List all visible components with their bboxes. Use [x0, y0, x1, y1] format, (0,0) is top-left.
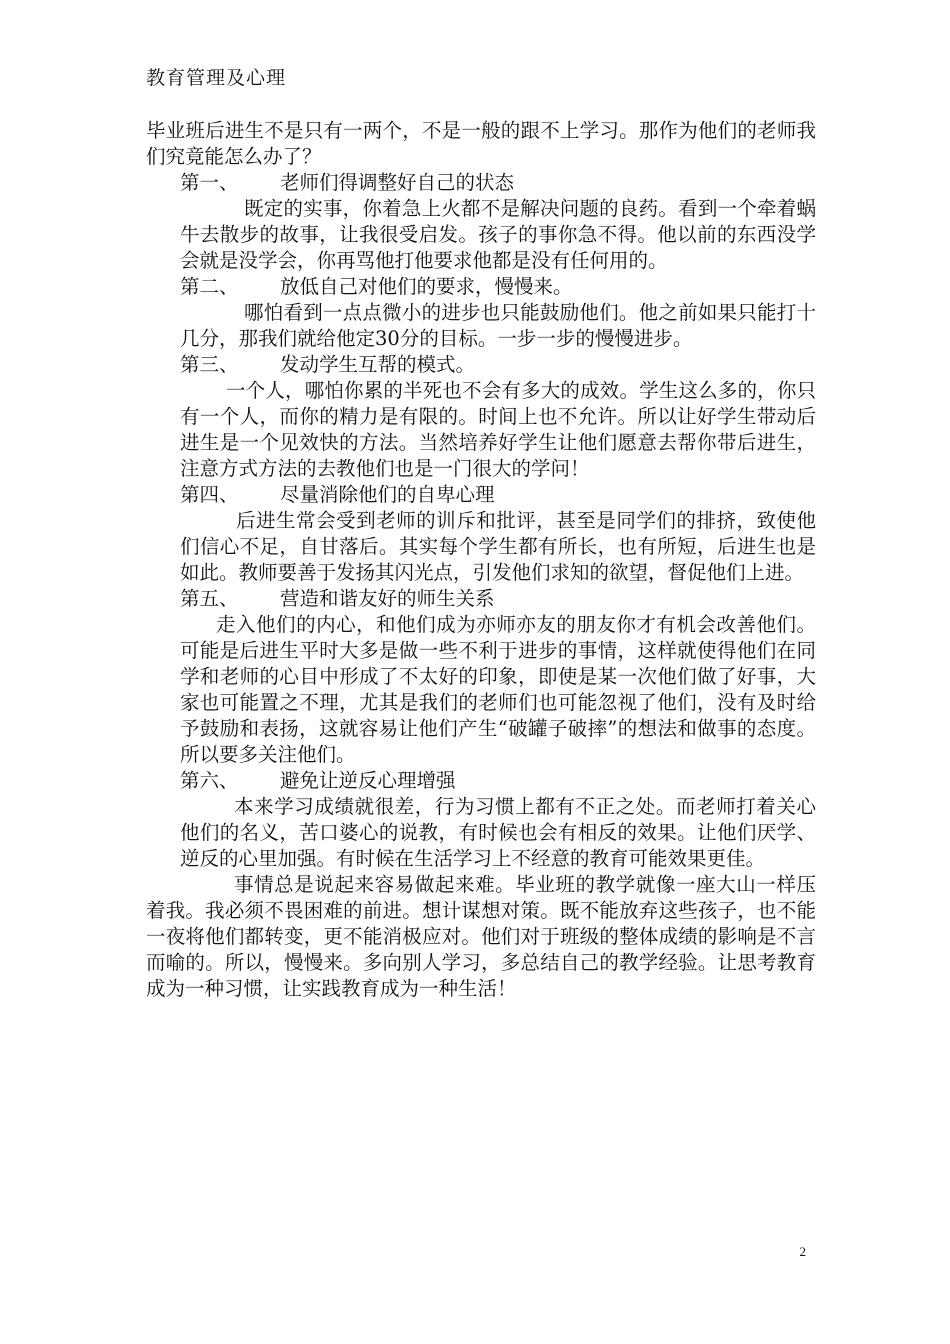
section-heading-3: [146, 352, 816, 378]
section-heading-1: [146, 170, 816, 196]
intro-paragraph: 毕业班后进生不是只有一两个，不是一般的跟不上学习。那作为他们的老师我们究竟能怎么办了？: [146, 119, 816, 168]
section-title: 放低自己对他们的要求，慢慢来。: [280, 275, 573, 298]
section-title: 发动学生互帮的模式。: [280, 353, 476, 376]
section-title: 避免让逆反心理增强: [280, 769, 456, 792]
section-heading-2: [146, 274, 816, 300]
section-number: 第六、: [180, 769, 239, 792]
section-heading-5: [146, 586, 816, 612]
section-title: 营造和谐友好的师生关系: [280, 587, 495, 610]
section-number: 第二、: [180, 275, 239, 298]
section-heading-6: [146, 768, 816, 794]
document-body: [146, 118, 816, 1002]
section-body-5: 走入他们的内心，和他们成为亦师亦友的朋友你才有机会改善他们。可能是后进生平时大多是做一些不利于进步的事情，这样就使得他们在同学和老师的心目中形成了不太好的印象，即使是某一次他们做了好事，大家也可能置之不理，尤其是我们的老师们也可能忽视了他们，没有及时给予鼓励和表扬，这就容易让他们产生“破罐子破摔”的想法和做事的态度。所以要多关注他们。: [180, 613, 816, 766]
section-body-4: 后进生常会受到老师的训斥和批评，甚至是同学们的排挤，致使他们信心不足，自甘落后。其实每个学生都有所长，也有所短，后进生也是如此。教师要善于发扬其闪光点，引发他们求知的欲望，督促他们上进。: [180, 509, 816, 584]
section-title: 老师们得调整好自己的状态: [280, 171, 515, 194]
section-number: 第五、: [180, 587, 239, 610]
section-body-3: 一个人，哪怕你累的半死也不会有多大的成效。学生这么多的，你只有一个人，而你的精力是有限的。时间上也不允许。所以让好学生带动后进生是一个见效快的方法。当然培养好学生让他们愿意去帮你带后进生，注意方式方法的去教他们也是一门很大的学问！: [180, 379, 816, 480]
section-number: 第四、: [180, 483, 239, 506]
conclusion-paragraph: 事情总是说起来容易做起来难。毕业班的教学就像一座大山一样压着我。我必须不畏困难的前进。想计谋想对策。既不能放弃这些孩子，也不能一夜将他们都转变，更不能消极应对。他们对于班级的整体成绩的影响是不言而喻的。所以，慢慢来。多向别人学习，多总结自己的教学经验。让思考教育成为一种习惯，让实践教育成为一种生活！: [146, 873, 816, 1000]
section-body-2: 哪怕看到一点点微小的进步也只能鼓励他们。他之前如果只能打十几分，那我们就给他定30分的目标。一步一步的慢慢进步。: [180, 301, 816, 350]
section-number: 第三、: [180, 353, 239, 376]
section-body-1: 既定的实事，你着急上火都不是解决问题的良药。看到一个牵着蜗牛去散步的故事，让我很受启发。孩子的事你急不得。他以前的东西没学会就是没学会，你再骂他打他要求他都是没有任何用的。: [180, 197, 816, 272]
section-heading-4: [146, 482, 816, 508]
section-title: 尽量消除他们的自卑心理: [280, 483, 495, 506]
section-body-6: 本来学习成绩就很差，行为习惯上都有不正之处。而老师打着关心他们的名义，苦口婆心的说教，有时候也会有相反的效果。让他们厌学、逆反的心里加强。有时候在生活学习上不经意的教育可能效果更佳。: [180, 795, 816, 870]
section-number: 第一、: [180, 171, 239, 194]
page-header-title: 教育管理及心理: [146, 67, 287, 89]
page-number: 2: [799, 1244, 806, 1259]
